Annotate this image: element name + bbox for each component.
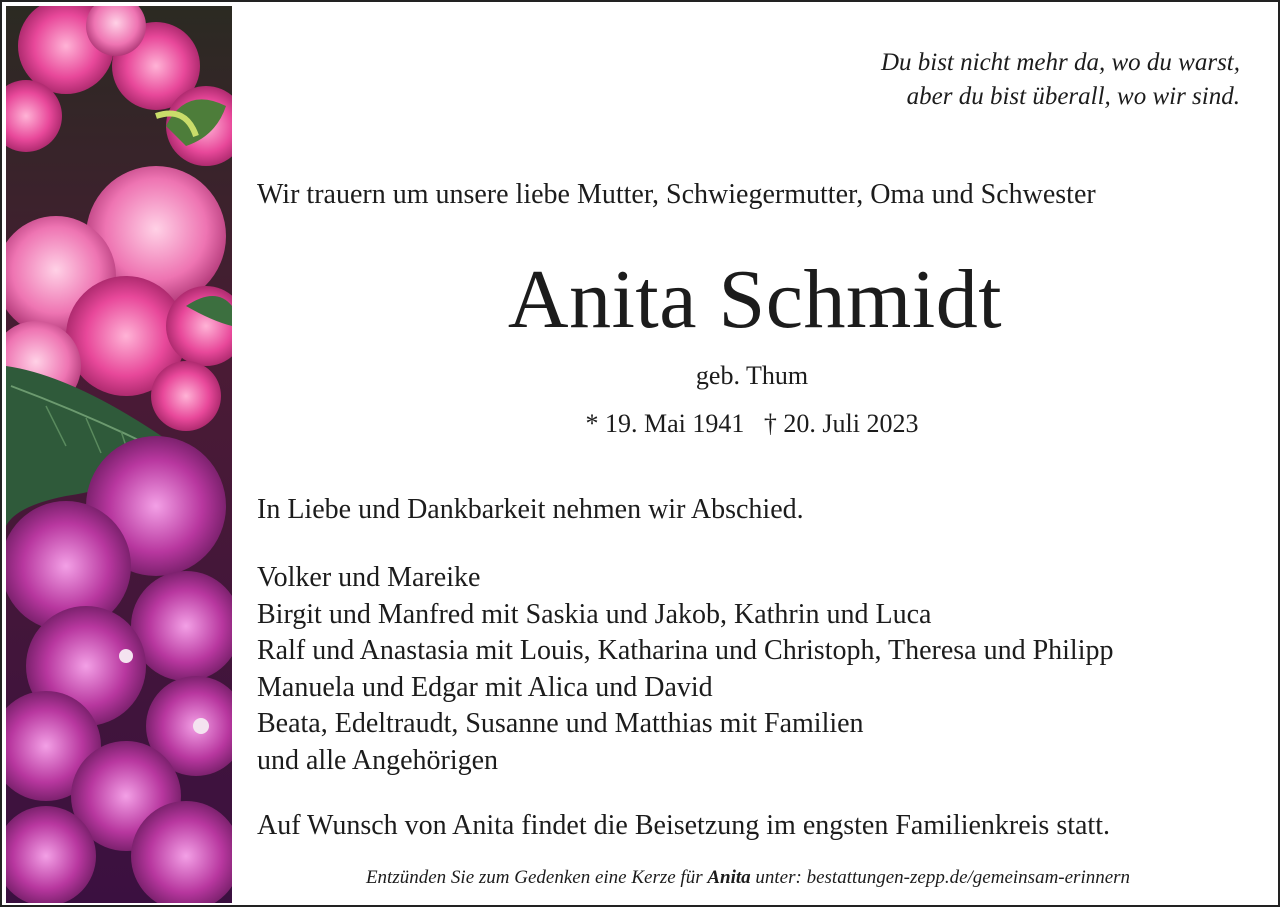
obituary-text <box>232 2 1278 905</box>
mourner-line: Beata, Edeltraudt, Susanne und Matthias mit Familien <box>257 708 864 740</box>
mourner-line: Manuela und Edgar mit Alica und David <box>257 671 713 703</box>
mourner-line: Ralf und Anastasia mit Louis, Katharina und Christoph, Theresa und Philipp <box>257 635 1114 667</box>
death-date: † 20. Juli 2023 <box>763 409 919 438</box>
candle-note <box>232 865 1264 891</box>
mourner-line: Volker und Mareike <box>257 562 481 593</box>
hydrangea-illustration <box>6 6 232 903</box>
mourning-intro: Wir trauern um unsere liebe Mutter, Schwiegermutter, Oma und Schwester <box>257 179 1096 210</box>
funeral-note: Auf Wunsch von Anita findet die Beisetzung im engsten Familienkreis statt. <box>257 810 1110 841</box>
life-dates <box>232 407 1272 441</box>
birth-date: * 19. Mai 1941 <box>585 409 745 438</box>
mourner-line: und alle Angehörigen <box>257 744 499 776</box>
candle-note-name: Anita <box>707 867 751 888</box>
candle-note-prefix: Entzünden Sie zum Gedenken eine Kerze für <box>365 867 708 888</box>
candle-note-suffix: unter: bestattungen-zepp.de/gemeinsam-erinnern <box>750 867 1131 888</box>
birth-name: geb. Thum <box>695 361 809 390</box>
memorial-quote <box>881 46 1240 114</box>
farewell-line: In Liebe und Dankbarkeit nehmen wir Abschied. <box>257 494 804 525</box>
quote-line-2: aber du bist überall, wo wir sind. <box>906 83 1240 110</box>
deceased-name: Anita Schmidt <box>507 253 1003 346</box>
hydrangea-photo <box>6 6 232 903</box>
mourners-list <box>257 560 1114 780</box>
quote-line-1: Du bist nicht mehr da, wo du warst, <box>880 49 1240 76</box>
mourner-line: Birgit und Manfred mit Saskia und Jakob, Kathrin und Luca <box>257 598 932 630</box>
